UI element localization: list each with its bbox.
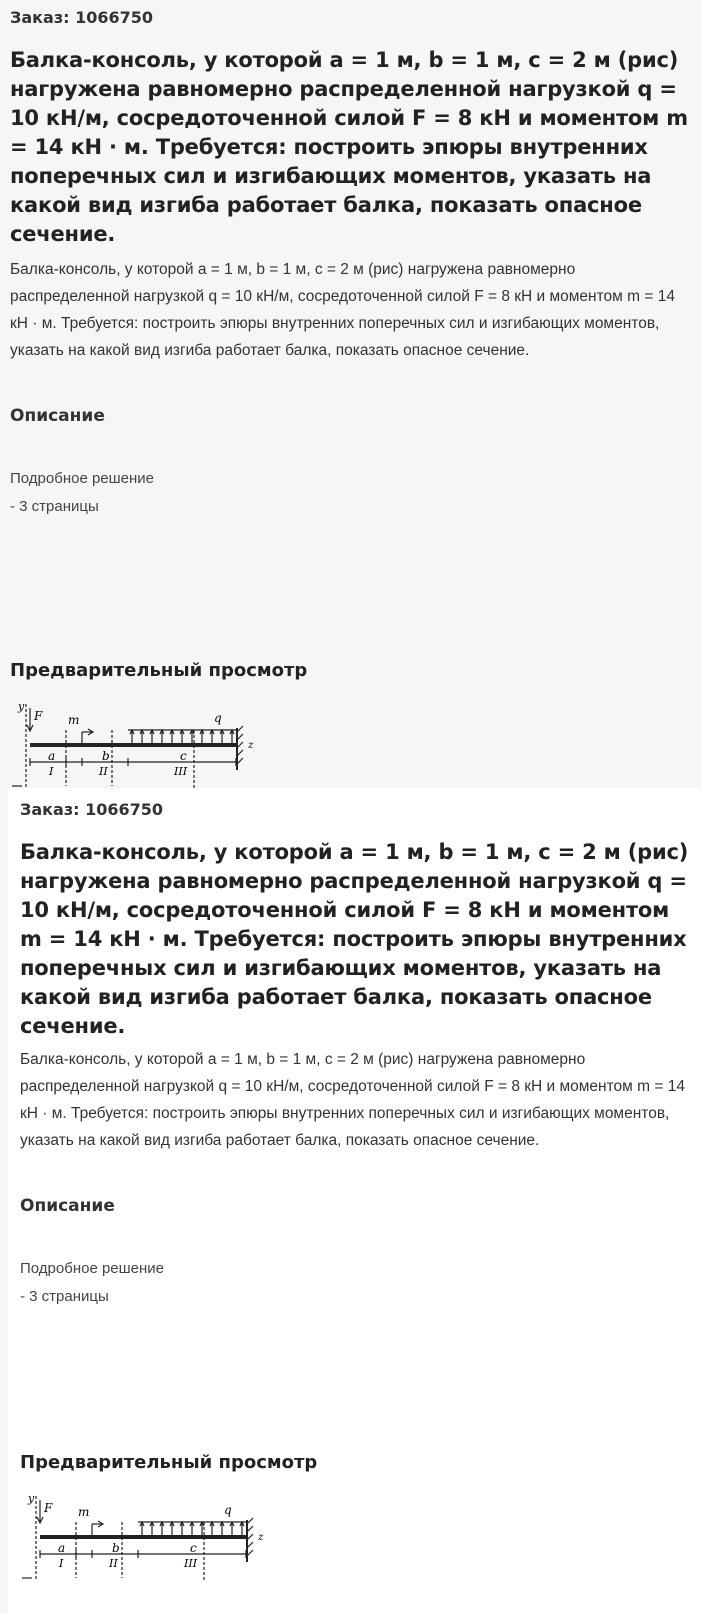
order-number: Заказ: 1066750 (20, 800, 164, 819)
span-a-label: a (58, 1541, 66, 1555)
load-label: q (214, 711, 222, 725)
section-1-label: I (49, 765, 54, 778)
moment-label: m (78, 1505, 90, 1519)
span-c-label: c (190, 1541, 197, 1555)
section-3-label: III (184, 1557, 198, 1570)
order-number: Заказ: 1066750 (10, 8, 154, 27)
task-description: Балка-консоль, у которой a = 1 м, b = 1 м, c = 2 м (рис) нагружена равномерно распределенной нагрузкой q = 10 кН/м, сосредоточенной силой F = 8 кН и моментом m = 14 кН · м. Требуется: построить эпюры внутренних поперечных сил и изгибающих моментов, указать на какой вид изгиба работает балка, показать опасное сечение. (20, 1051, 685, 1149)
solution-text: Подробное решение (20, 1260, 165, 1277)
section-1-label: I (59, 1557, 64, 1570)
description-heading: Описание (10, 406, 105, 426)
description-heading: Описание (20, 1196, 115, 1216)
task-title: Балка-консоль, у которой a = 1 м, b = 1 м, c = 2 м (рис) нагружена равномерно распределенной нагрузкой q = 10 кН/м, сосредоточенной силой F = 8 кН и моментом m = 14 кН · м. Требуется: построить эпюры внутренних поперечных сил и изгибающих моментов, указать на какой вид изгиба работает балка, показать опасное сечение. (20, 840, 689, 1038)
task-title: Балка-консоль, у которой a = 1 м, b = 1 м, c = 2 м (рис) нагружена равномерно распределенной нагрузкой q = 10 кН/м, сосредоточенной силой F = 8 кН и моментом m = 14 кН · м. Требуется: построить эпюры внутренних поперечных сил и изгибающих моментов, указать на какой вид изгиба работает балка, показать опасное сечение. (10, 48, 688, 246)
axis-y-label: y (18, 700, 25, 713)
span-a-label: a (48, 749, 56, 763)
pages-count: - 3 страницы (20, 1288, 109, 1305)
span-b-label: b (102, 749, 110, 763)
span-c-label: c (180, 749, 187, 763)
force-label: F (34, 709, 43, 723)
force-label: F (44, 1501, 53, 1515)
axis-z-label: z (248, 740, 254, 751)
pages-count: - 3 страницы (10, 498, 99, 515)
solution-text: Подробное решение (10, 470, 155, 487)
axis-y-label: y (28, 1492, 35, 1505)
moment-label: m (68, 713, 80, 727)
axis-z-label: z (258, 1532, 264, 1543)
load-label: q (224, 1503, 232, 1517)
preview-heading: Предварительный просмотр (20, 1452, 318, 1473)
section-3-label: III (174, 765, 188, 778)
section-2-label: II (109, 1557, 118, 1570)
section-2-label: II (99, 765, 108, 778)
preview-heading: Предварительный просмотр (10, 660, 308, 681)
task-description: Балка-консоль, у которой a = 1 м, b = 1 м, c = 2 м (рис) нагружена равномерно распределенной нагрузкой q = 10 кН/м, сосредоточенной силой F = 8 кН и моментом m = 14 кН · м. Требуется: построить эпюры внутренних поперечных сил и изгибающих моментов, указать на какой вид изгиба работает балка, показать опасное сечение. (10, 261, 675, 359)
beam-diagram (18, 1492, 278, 1584)
beam-diagram (8, 700, 268, 792)
span-b-label: b (112, 1541, 120, 1555)
